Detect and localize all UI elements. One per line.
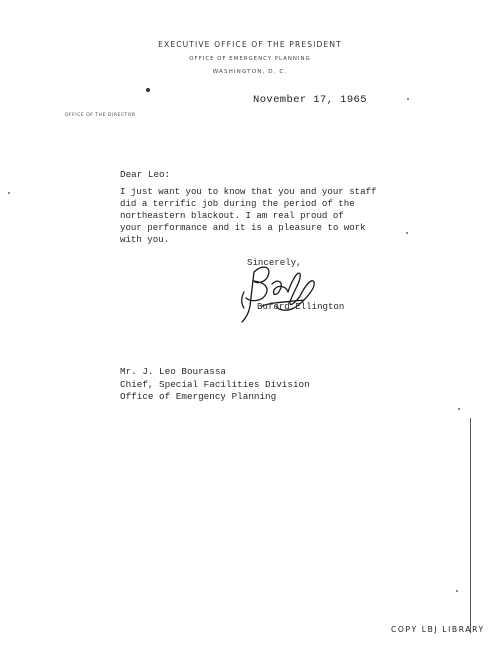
letterhead-city: WASHINGTON, D. C. <box>212 69 288 75</box>
body-line: your performance and it is a pleasure to work <box>120 222 366 233</box>
scan-speck <box>407 98 409 100</box>
letter-body <box>120 186 377 246</box>
closing: Sincerely, <box>247 257 302 268</box>
scan-speck <box>456 590 458 592</box>
letterhead-agency: OFFICE OF EMERGENCY PLANNING <box>189 56 311 62</box>
body-line: with you. <box>120 234 170 245</box>
seal-mark <box>146 88 150 92</box>
body-line: did a terrific job during the period of the <box>120 198 355 209</box>
scan-edge-line <box>470 418 471 633</box>
body-line: I just want you to know that you and your staff <box>120 186 377 197</box>
scan-speck <box>406 232 408 234</box>
letter-date: November 17, 1965 <box>253 94 367 106</box>
body-line: northeastern blackout. I am real proud of <box>120 210 344 221</box>
sender-office: OFFICE OF THE DIRECTOR <box>65 113 136 118</box>
library-stamp: COPY LBJ LIBRARY <box>391 625 485 634</box>
addressee-block <box>120 366 310 404</box>
handwritten-signature <box>232 262 322 324</box>
salutation: Dear Leo: <box>120 169 171 180</box>
addressee-name: Mr. J. Leo Bourassa <box>120 366 227 377</box>
scan-speck <box>8 192 10 194</box>
letterhead-office: EXECUTIVE OFFICE OF THE PRESIDENT <box>158 40 342 49</box>
signer-name: Buford Ellington <box>257 301 345 312</box>
scan-speck <box>458 408 460 410</box>
addressee-office: Office of Emergency Planning <box>120 391 277 402</box>
addressee-title: Chief, Special Facilities Division <box>120 378 310 390</box>
